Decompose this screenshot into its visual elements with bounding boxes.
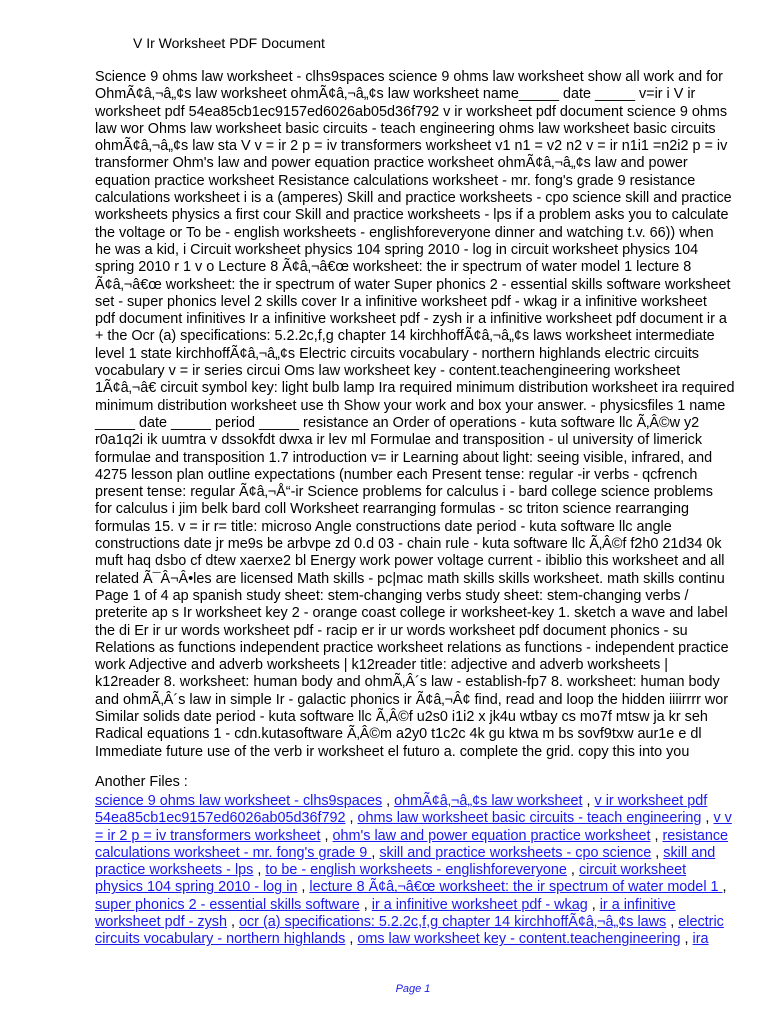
link-separator: , <box>297 879 310 896</box>
body-text-line: worksheet pdf 54ea85cb1ec9157ed6026ab05d36f792 v ir worksheet pdf document science 9 ohms <box>95 103 728 120</box>
body-text-line: Immediate future use of the verb ir worksheet el futuro a. complete the grid. copy this into you <box>95 743 690 760</box>
link-separator: , <box>701 810 714 827</box>
related-files-line <box>95 828 735 845</box>
link-separator: , <box>359 896 372 913</box>
body-text-line: Page 1 of 4 ap spanish study sheet: stem-changing verbs study sheet: stem-changing verbs / <box>95 587 689 604</box>
link-separator: , <box>666 914 679 931</box>
related-file-link[interactable]: ocr (a) specifications: 5.2.2c,f,g chapter 14 kirchhoffÃ¢â‚¬â„¢s laws <box>238 914 667 931</box>
body-text-line: 4275 lesson plan outline expectations (number each Present tense: regular -ir verbs - qcfrench <box>95 466 698 483</box>
link-separator: , <box>226 914 239 931</box>
body-text-line: equation practice worksheet Resistance calculations worksheet - mr. fong's grade 9 resistance <box>95 172 696 189</box>
related-file-link[interactable]: worksheet pdf - zysh <box>95 914 227 931</box>
body-text-line: OhmÃ¢â‚¬â„¢s law worksheet ohmÃ¢â‚¬â„¢s law worksheet name_____ date _____ v=ir i V ir <box>95 86 696 103</box>
body-text-line: spring 2010 r 1 v o Lecture 8 Ã¢â‚¬â€œ worksheet: the ir spectrum of water model 1 lecture 8 <box>95 259 692 276</box>
link-separator: , <box>345 810 358 827</box>
another-files-heading: Another Files : <box>95 774 188 790</box>
related-files-line <box>95 914 735 931</box>
link-separator: , <box>650 827 663 844</box>
link-separator: , <box>382 793 395 809</box>
related-file-link[interactable]: = ir 2 p = iv transformers worksheet <box>95 827 321 844</box>
body-text-line: 1Ã¢â‚¬â€ circuit symbol key: light bulb lamp Ira required minimum distribution worksheet ira required <box>95 380 735 397</box>
link-separator: , <box>680 931 693 948</box>
body-text-line: minimum distribution worksheet use th Show your work and box your answer. - physicsfiles 1 name <box>95 397 726 414</box>
related-files-line <box>95 810 735 827</box>
link-separator: , <box>722 879 727 896</box>
related-file-link[interactable]: science 9 ohms law worksheet - clhs9spaces <box>95 793 383 809</box>
body-text-line: _____ date _____ period _____ resistance an Order of operations - kuta software llc Ã‚Â©w y2 <box>95 414 700 431</box>
link-separator: , <box>651 844 664 861</box>
body-text-line: muft haq dsbo cf dtew xaerxe2 bl Energy work power voltage current - ibiblio this worksheet and all <box>95 553 725 570</box>
related-file-link[interactable]: 54ea85cb1ec9157ed6026ab05d36f792 <box>95 810 346 827</box>
related-file-link[interactable]: super phonics 2 - essential skills software <box>95 896 360 913</box>
body-text-line: constructions date jr me9s be arbvpe zd 0.d 03 - chain rule - kuta software llc Ã‚Â©f f2h0 21d34 0k <box>95 536 722 553</box>
related-files-line <box>95 845 735 862</box>
body-text-line: work Adjective and adverb worksheets | k12reader title: adjective and adverb worksheets | <box>95 657 669 674</box>
body-text-line: vocabulary v = ir series circui Oms law worksheet key - content.teachengineering worksheet <box>95 363 681 380</box>
link-separator: , <box>582 793 595 809</box>
related-file-link[interactable]: lecture 8 Ã¢â‚¬â€œ worksheet: the ir spectrum of water model 1 <box>309 879 723 896</box>
body-text-line: he was a kid, i Circuit worksheet physics 104 spring 2010 - log in circuit worksheet physics 104 <box>95 241 699 258</box>
body-text-line: and ohmÃ‚Â´s law in simple Ir - galactic phonics ir Ã¢â‚¬Â¢ find, read and loop the hidden iiiirrrr wor <box>95 691 729 708</box>
related-file-link[interactable]: ohmÃ¢â‚¬â„¢s law worksheet <box>394 793 583 809</box>
page-number: Page 1 <box>395 983 431 995</box>
related-file-link[interactable]: circuit worksheet <box>578 862 687 879</box>
body-text-line: set - super phonics level 2 skills cover Ir a infinitive worksheet pdf - wkag ir a infinitive worksheet <box>95 293 707 310</box>
body-text-line: k12reader 8. worksheet: human body and ohmÃ‚Â´s law - establish-fp7 8. worksheet: human body <box>95 674 720 691</box>
body-text-line: calculations worksheet i is a (amperes) Skill and practice worksheets - cpo science skill and practice <box>95 190 732 207</box>
body-text-line: formulae and transposition 1.7 introduction v= ir Learning about light: seeing visible, infrared, and <box>95 449 713 466</box>
related-file-link[interactable]: circuits vocabulary - northern highlands <box>95 931 346 948</box>
body-text-line: formulas 15. v = ir r= title: microso Angle constructions date period - kuta software llc angle <box>95 518 672 535</box>
related-file-link[interactable]: electric <box>678 914 724 931</box>
related-files-line <box>95 862 735 879</box>
related-files-line <box>95 793 735 810</box>
link-separator: , <box>371 844 380 861</box>
body-text-line: related Ã¯Â¬Â•les are licensed Math skills - pc|mac math skills skills worksheet. math skills continu <box>95 570 725 587</box>
body-text-line: preterite ap s Ir worksheet key 2 - orange coast college ir worksheet-key 1. sketch a wave and label <box>95 605 728 622</box>
link-separator: , <box>566 862 579 879</box>
related-file-link[interactable]: v v <box>713 810 732 827</box>
link-separator: , <box>587 896 600 913</box>
body-text-line: pdf document infinitives Ir a infinitive worksheet pdf - zysh ir a infinitive worksheet pdf document ir a <box>95 311 727 328</box>
related-file-link[interactable]: skill and <box>663 844 716 861</box>
body-text-line: transformer Ohm's law and power equation practice worksheet ohmÃ¢â‚¬â„¢s law and power <box>95 155 688 172</box>
related-files-list <box>95 793 735 949</box>
body-text-line: the voltage or To be - english worksheets - englishforeveryone dinner and watching t.v. 66)) when <box>95 224 714 241</box>
link-separator: , <box>345 931 358 948</box>
related-files-line <box>95 931 735 948</box>
body-text-line: ohmÃ¢â‚¬â„¢s law sta V v = ir 2 p = iv transformers worksheet v1 n1 = v2 n2 v = ir n1i1 =n2i2 p = iv <box>95 138 728 155</box>
body-text-line: + the Ocr (a) specifications: 5.2.2c,f,g chapter 14 kirchhoffÃ¢â‚¬â„¢s laws worksheet intermediate <box>95 328 715 345</box>
body-text-line: level 1 state kirchhoffÃ¢â‚¬â„¢s Electric circuits vocabulary - northern highlands electric circuits <box>95 345 700 362</box>
link-separator: , <box>320 827 333 844</box>
body-text-line: Relations as functions independent practice worksheet relations as functions - independent practice <box>95 639 729 656</box>
related-file-link[interactable]: ohm's law and power equation practice worksheet <box>332 827 651 844</box>
related-file-link[interactable]: physics 104 spring 2010 - log in <box>95 879 298 896</box>
related-files-line <box>95 897 735 914</box>
body-text-line: the di Er ir ur words worksheet pdf - racip er ir ur words worksheet pdf document phonics - su <box>95 622 688 639</box>
related-file-link[interactable]: ira <box>692 931 709 948</box>
related-file-link[interactable]: calculations worksheet - mr. fong's grade 9 <box>95 844 372 861</box>
body-text-line: r0a1q2i ik uumtra v dssokfdt dwxa ir lev ml Formulae and transposition - ul university of limerick <box>95 432 703 449</box>
body-text-line: present tense: regular Ã¢â‚¬Å“-ir Science problems for calculus i - bard college science problems <box>95 484 713 501</box>
body-text-line: Science 9 ohms law worksheet - clhs9spaces science 9 ohms law worksheet show all work and for <box>95 69 723 85</box>
related-file-link[interactable]: ir a infinitive worksheet pdf - wkag <box>371 896 588 913</box>
related-file-link[interactable]: ir a infinitive <box>599 896 676 913</box>
body-text-line: Similar solids date period - kuta software llc Ã‚Â©f u2s0 i1i2 x jk4u wtbay cs mo7f mtsw ja kr seh <box>95 708 708 725</box>
body-text-line: Ã¢â‚¬â€œ worksheet: the ir spectrum of water Super phonics 2 - essential skills software worksheet <box>95 276 731 293</box>
body-text-line: law wor Ohms law worksheet basic circuits - teach engineering ohms law worksheet basic circuits <box>95 120 716 137</box>
body-text-line: worksheets physics a first cour Skill and practice worksheets - lps if a problem asks you to calculate <box>95 207 729 224</box>
link-separator: , <box>253 862 266 879</box>
related-file-link[interactable]: ohms law worksheet basic circuits - teach engineering <box>357 810 702 827</box>
related-file-link[interactable]: v ir worksheet pdf <box>594 793 708 809</box>
body-text-line: Radical equations 1 - cdn.kutasoftware Ã‚Â©m a2y0 t1c2c 4k gu ktwa m bs sovf9txw aur1e e dl <box>95 726 702 743</box>
document-body <box>95 69 735 761</box>
related-file-link[interactable]: oms law worksheet key - content.teachengineering <box>357 931 681 948</box>
related-file-link[interactable]: skill and practice worksheets - cpo science <box>379 844 652 861</box>
document-title: V Ir Worksheet PDF Document <box>133 35 325 51</box>
related-file-link[interactable]: practice worksheets - lps <box>95 862 254 879</box>
body-text-line: for calculus i jim belk bard coll Worksheet rearranging formulas - sc triton science rearranging <box>95 501 689 518</box>
related-file-link[interactable]: resistance <box>662 827 729 844</box>
related-files-line <box>95 879 735 896</box>
related-file-link[interactable]: to be - english worksheets - englishforeveryone <box>265 862 567 879</box>
